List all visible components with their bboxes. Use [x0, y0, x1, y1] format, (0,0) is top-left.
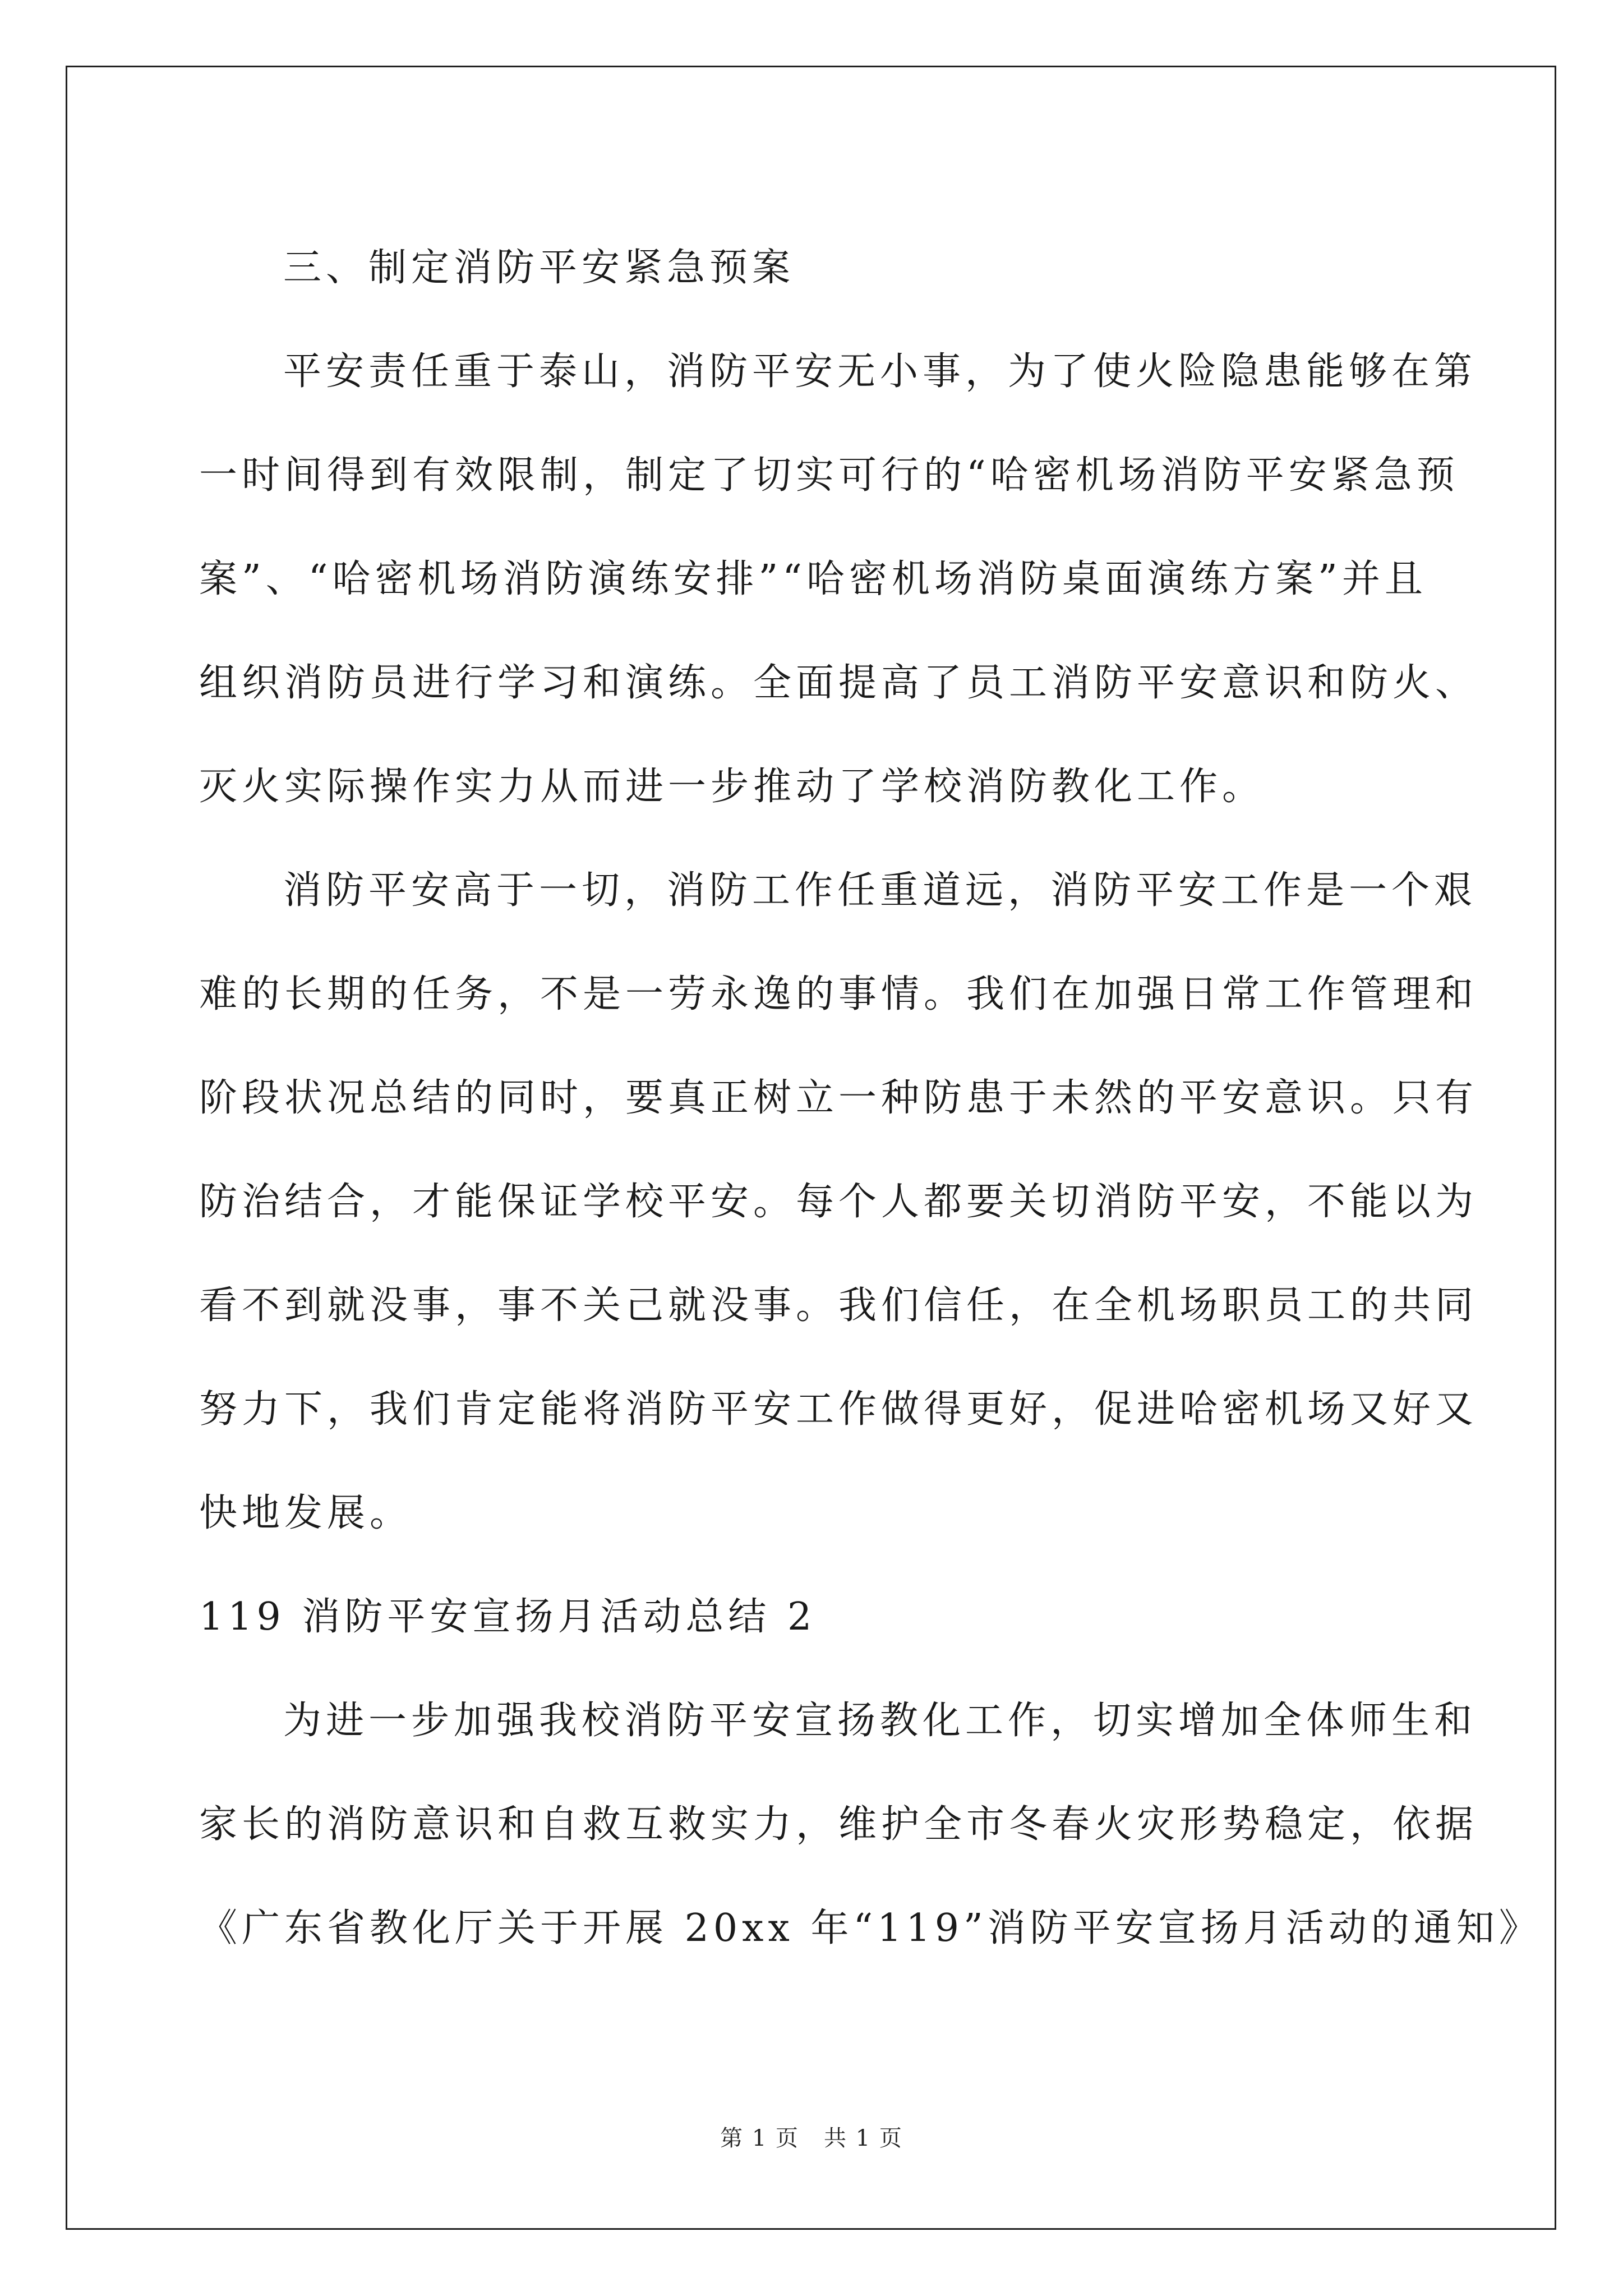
paragraph-1 [199, 320, 1478, 839]
paragraph-line: 组织消防员进行学习和演练。全面提高了员工消防平安意识和防火、 [199, 661, 1478, 705]
paragraph-line: 为进一步加强我校消防平安宣扬教化工作，切实增加全体师生和 [283, 1699, 1477, 1743]
paragraph-line: 消防平安高于一切，消防工作任重道远，消防平安工作是一个艰 [283, 868, 1477, 913]
paragraph-line: 看不到就没事，事不关己就没事。我们信任，在全机场职员工的共同 [199, 1283, 1478, 1328]
paragraph-line: 阶段状况总结的同时，要真正树立一种防患于未然的平安意识。只有 [199, 1076, 1478, 1120]
paragraph-line: 《广东省教化厅关于开展 20xx 年“119”消防平安宣扬月活动的通知》 [199, 1906, 1542, 1950]
paragraph-line: 平安责任重于泰山，消防平安无小事，为了使火险隐患能够在第 [283, 349, 1477, 394]
paragraph-3 [199, 1669, 1542, 1980]
paragraph-line: 难的长期的任务，不是一劳永逸的事情。我们在加强日常工作管理和 [199, 972, 1478, 1016]
paragraph-line: 努力下，我们肯定能将消防平安工作做得更好，促进哈密机场又好又 [199, 1387, 1478, 1432]
paragraph-line: 家长的消防意识和自救互救实力，维护全市冬春火灾形势稳定，依据 [199, 1802, 1478, 1847]
document-body [199, 216, 1542, 1980]
paragraph-line: 案”、“哈密机场消防演练安排”“哈密机场消防桌面演练方案”并且 [199, 557, 1427, 601]
paragraph-line: 快地发展。 [199, 1491, 413, 1535]
section-title: 119 消防平安宣扬月活动总结 2 [199, 1595, 817, 1639]
section-heading: 三、制定消防平安紧急预案 [283, 246, 795, 290]
paragraph-line: 一时间得到有效限制，制定了切实可行的“哈密机场消防平安紧急预 [199, 453, 1459, 498]
page-footer [0, 2120, 1623, 2152]
paragraph-2 [199, 839, 1478, 1565]
paragraph-line: 防治结合，才能保证学校平安。每个人都要关切消防平安，不能以为 [199, 1180, 1478, 1224]
page-number: 第 1 页 [720, 2125, 799, 2151]
paragraph-line: 灭火实际操作实力从而进一步推动了学校消防教化工作。 [199, 765, 1265, 809]
page-total: 共 1 页 [824, 2125, 903, 2151]
